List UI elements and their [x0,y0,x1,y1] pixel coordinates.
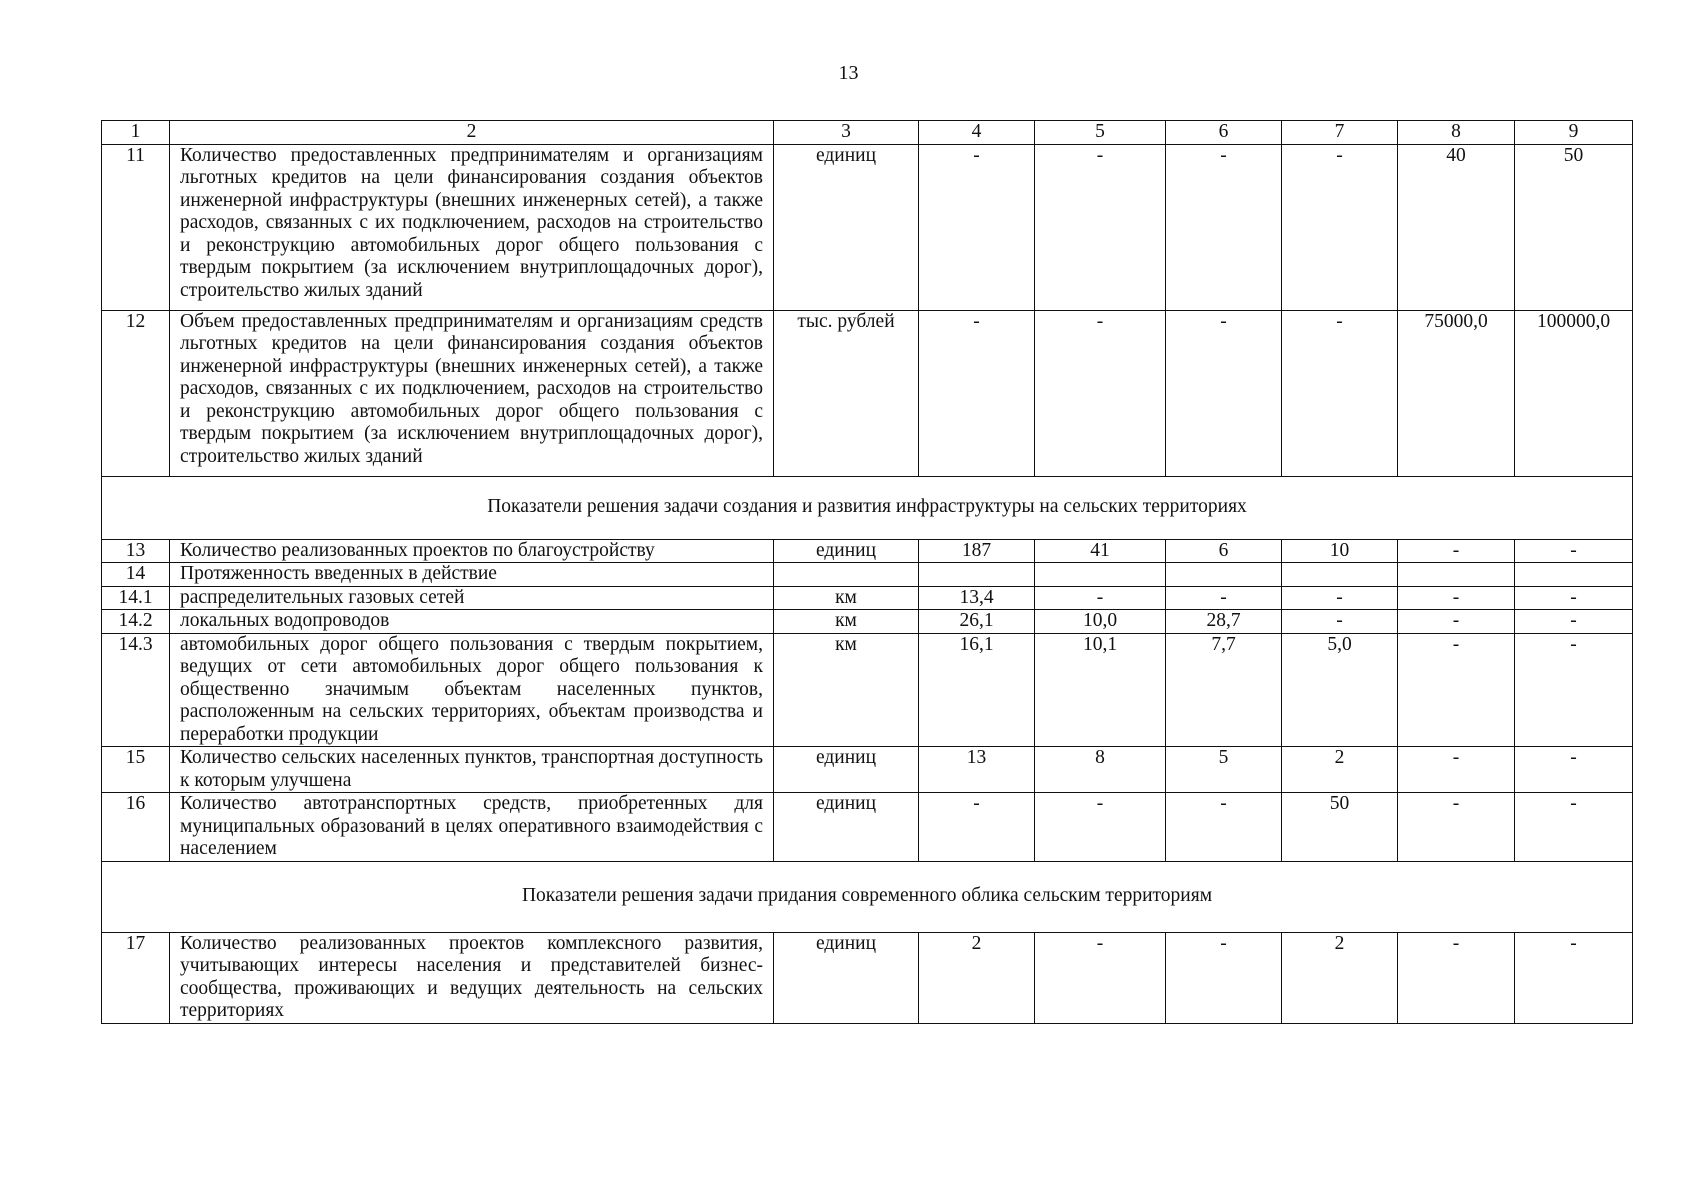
value-cell-col-4 [919,563,1035,587]
unit-cell: единиц [774,539,919,563]
value-cell-col-7: 2 [1282,747,1398,793]
value-cell-col-9: - [1515,932,1633,1023]
value-cell-col-6: - [1166,586,1282,610]
header-cell-col-1: 1 [102,121,170,145]
section-heading: Показатели решения задачи придания современного облика сельским территориям [102,861,1633,932]
value-cell-col-9: - [1515,610,1633,634]
indicator-name: Протяженность введенных в действие [170,563,774,587]
value-cell-col-5: - [1035,310,1166,476]
value-cell-col-7: - [1282,586,1398,610]
value-cell-col-9: - [1515,539,1633,563]
table-row [102,310,1633,476]
table-row [102,747,1633,793]
header-cell-col-8: 8 [1398,121,1515,145]
indicator-name: Объем предоставленных предпринимателям и организациям средств льготных кредитов на цели финансирования создания объектов инженерной инфраструктуры (внешних инженерных сетей), а также расходов, связанных с их подключением, расходов на строительство и реконструкцию автомобильных дорог общего пользования с твердым покрытием (за исключением внутриплощадочных дорог), строительство жилых зданий [170,310,774,476]
value-cell-col-5 [1035,563,1166,587]
table-row [102,563,1633,587]
value-cell-col-8: - [1398,932,1515,1023]
indicator-name: Количество предоставленных предпринимателям и организациям льготных кредитов на цели финансирования создания объектов инженерной инфраструктуры (внешних инженерных сетей), а также расходов, связанных с их подключением, расходов на строительство и реконструкцию автомобильных дорог общего пользования с твердым покрытием (за исключением внутриплощадочных дорог), строительство жилых зданий [170,144,774,310]
value-cell-col-4: 187 [919,539,1035,563]
value-cell-col-9: - [1515,586,1633,610]
value-cell-col-5: 10,0 [1035,610,1166,634]
unit-cell [774,563,919,587]
value-cell-col-7 [1282,563,1398,587]
row-number: 14.1 [102,586,170,610]
value-cell-col-4: - [919,793,1035,862]
value-cell-col-9: 50 [1515,144,1633,310]
header-cell-col-3: 3 [774,121,919,145]
value-cell-col-9 [1515,563,1633,587]
table-row [102,144,1633,310]
table-body [102,121,1633,1024]
indicator-name: локальных водопроводов [170,610,774,634]
value-cell-col-6 [1166,563,1282,587]
value-cell-col-6: - [1166,144,1282,310]
header-cell-col-6: 6 [1166,121,1282,145]
value-cell-col-4: 2 [919,932,1035,1023]
value-cell-col-4: - [919,310,1035,476]
unit-cell: единиц [774,932,919,1023]
row-number: 13 [102,539,170,563]
value-cell-col-5: 41 [1035,539,1166,563]
value-cell-col-9: - [1515,633,1633,747]
value-cell-col-8: 40 [1398,144,1515,310]
unit-cell: км [774,586,919,610]
unit-cell: тыс. рублей [774,310,919,476]
unit-cell: км [774,633,919,747]
value-cell-col-5: - [1035,586,1166,610]
value-cell-col-7: 10 [1282,539,1398,563]
value-cell-col-4: 13 [919,747,1035,793]
table-row [102,586,1633,610]
table-row [102,539,1633,563]
unit-cell: единиц [774,747,919,793]
section-heading-row [102,861,1633,932]
unit-cell: единиц [774,144,919,310]
value-cell-col-8: - [1398,793,1515,862]
value-cell-col-5: - [1035,932,1166,1023]
value-cell-col-5: 10,1 [1035,633,1166,747]
value-cell-col-7: - [1282,144,1398,310]
value-cell-col-8 [1398,563,1515,587]
unit-cell: км [774,610,919,634]
value-cell-col-6: 6 [1166,539,1282,563]
table-row [102,633,1633,747]
indicator-name: Количество реализованных проектов по благоустройству [170,539,774,563]
value-cell-col-7: 2 [1282,932,1398,1023]
row-number: 12 [102,310,170,476]
value-cell-col-6: 5 [1166,747,1282,793]
header-cell-col-5: 5 [1035,121,1166,145]
value-cell-col-4: - [919,144,1035,310]
value-cell-col-9: - [1515,793,1633,862]
value-cell-col-7: 50 [1282,793,1398,862]
value-cell-col-4: 13,4 [919,586,1035,610]
value-cell-col-8: - [1398,539,1515,563]
value-cell-col-8: - [1398,633,1515,747]
value-cell-col-5: - [1035,144,1166,310]
indicator-name: распределительных газовых сетей [170,586,774,610]
value-cell-col-8: - [1398,610,1515,634]
value-cell-col-8: 75000,0 [1398,310,1515,476]
value-cell-col-4: 16,1 [919,633,1035,747]
value-cell-col-5: 8 [1035,747,1166,793]
row-number: 14.3 [102,633,170,747]
value-cell-col-7: - [1282,310,1398,476]
indicator-name: Количество автотранспортных средств, приобретенных для муниципальных образований в целях оперативного взаимодействия с населением [170,793,774,862]
value-cell-col-9: 100000,0 [1515,310,1633,476]
section-heading: Показатели решения задачи создания и развития инфраструктуры на сельских территориях [102,476,1633,539]
table-header-row [102,121,1633,145]
value-cell-col-8: - [1398,586,1515,610]
row-number: 16 [102,793,170,862]
value-cell-col-9: - [1515,747,1633,793]
value-cell-col-4: 26,1 [919,610,1035,634]
indicators-table [101,120,1633,1024]
indicator-name: Количество реализованных проектов комплексного развития, учитывающих интересы населения и представителей бизнес-сообщества, проживающих и ведущих деятельность на сельских территориях [170,932,774,1023]
page-number: 13 [838,62,859,84]
value-cell-col-8: - [1398,747,1515,793]
header-cell-col-9: 9 [1515,121,1633,145]
table-row [102,793,1633,862]
value-cell-col-7: 5,0 [1282,633,1398,747]
value-cell-col-6: 28,7 [1166,610,1282,634]
section-heading-row [102,476,1633,539]
value-cell-col-7: - [1282,610,1398,634]
unit-cell: единиц [774,793,919,862]
header-cell-col-2: 2 [170,121,774,145]
row-number: 11 [102,144,170,310]
table-row [102,932,1633,1023]
row-number: 15 [102,747,170,793]
indicator-name: автомобильных дорог общего пользования с твердым покрытием, ведущих от сети автомобильных дорог общего пользования к общественно значимым объектам населенных пунктов, расположенным на сельских территориях, объектам производства и переработки продукции [170,633,774,747]
header-cell-col-7: 7 [1282,121,1398,145]
value-cell-col-6: - [1166,793,1282,862]
row-number: 14.2 [102,610,170,634]
value-cell-col-6: - [1166,310,1282,476]
header-cell-col-4: 4 [919,121,1035,145]
value-cell-col-5: - [1035,793,1166,862]
row-number: 14 [102,563,170,587]
indicator-name: Количество сельских населенных пунктов, транспортная доступность к которым улучшена [170,747,774,793]
table-row [102,610,1633,634]
value-cell-col-6: 7,7 [1166,633,1282,747]
value-cell-col-6: - [1166,932,1282,1023]
row-number: 17 [102,932,170,1023]
